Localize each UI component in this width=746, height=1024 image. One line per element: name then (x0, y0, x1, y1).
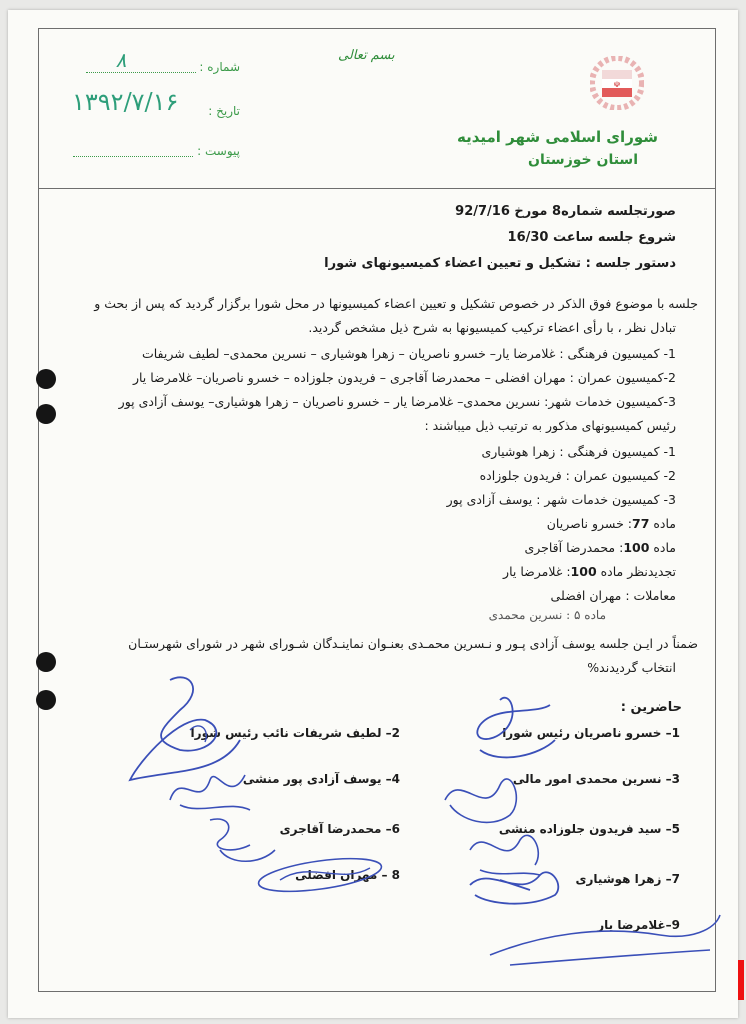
page-frame (38, 28, 716, 992)
chair-1: 1- کمیسیون فرهنگی : زهرا هوشیاری (481, 444, 676, 459)
attendee-9: 9–غلامرضا یار (597, 918, 680, 932)
meeting-agenda: دستور جلسه : تشکیل و تعیین اعضاء کمیسیونهای شورا (324, 256, 676, 271)
attendee-6: 6– محمدرضا آقاجری (279, 822, 400, 836)
commission-3: 3-کمیسیون خدمات شهر: نسرین محمدی– غلامرضا یار – خسرو ناصریان – زهرا هوشیاری– یوسف آزادی پور (118, 394, 676, 409)
attendee-1: 1– خسرو ناصریان رئیس شورا (502, 726, 680, 740)
number-label: شماره : (199, 60, 240, 74)
header-divider (38, 188, 716, 189)
transactions: معاملات : مهران افضلی (550, 588, 676, 603)
intro-line-1: جلسه با موضوع فوق الذکر در خصوص تشکیل و تعیین اعضاء کمیسیونها در محل شورا برگزار گردید که پس از بحث و (94, 296, 698, 311)
binder-hole-icon (36, 690, 56, 710)
svg-text:☫: ☫ (613, 80, 621, 89)
bismillah: بسم تعالی (338, 48, 395, 63)
province-name: استان خوزستان (528, 152, 638, 168)
intro-line-2: تبادل نظر ، با رأی اعضاء ترکیب کمیسیونها به شرح ذیل مشخص گردید. (308, 320, 676, 335)
binder-hole-icon (36, 404, 56, 424)
edge-mark (738, 960, 744, 1000)
attendee-4: 4– یوسف آزادی پور منشی (242, 772, 400, 786)
article-77: ماده 77: خسرو ناصریان (546, 516, 676, 531)
attendee-5: 5– سید فریدون جلوزاده منشی (498, 822, 680, 836)
date-label: تاریخ : (208, 104, 240, 118)
chair-2: 2- کمیسیون عمران : فریدون جلوزاده (479, 468, 676, 483)
chairs-intro: رئیس کمیسیونهای مذکور به ترتیب ذیل میباشند : (424, 418, 676, 433)
date-value: ۱۳۹۲/۷/۱۶ (72, 88, 179, 116)
also-line-1: ضمناً در ایـن جلسه یوسف آزادی پـور و نـسرین محمـدی بعنـوان نماینـدگان شـورای شهر در شورای شهرستـان (128, 636, 698, 651)
number-field (60, 48, 240, 74)
attendee-7: 7– زهرا هوشیاری (575, 872, 680, 886)
attachment-field (60, 144, 240, 158)
commission-1: 1- کمیسیون فرهنگی : غلامرضا یار– خسرو ناصریان – زهرا هوشیاری – نسرین محمدی– لطیف شریفات (141, 346, 676, 361)
meeting-start: شروع جلسه ساعت 16/30 (507, 230, 676, 245)
binder-hole-icon (36, 652, 56, 672)
review-article-100: تجدیدنظر ماده 100: غلامرضا یار (503, 564, 676, 579)
attendee-2: 2– لطیف شریفات نائب رئیس شورا (190, 726, 400, 740)
number-value: ۸ (115, 48, 127, 72)
binder-hole-icon (36, 369, 56, 389)
iran-flag-emblem-icon (590, 56, 644, 110)
handwritten-note: ماده ۵ : نسرین محمدی (488, 608, 606, 622)
article-100: ماده 100: محمدرضا آقاجری (524, 540, 676, 555)
meeting-title: صورتجلسه شماره8 مورخ 92/7/16 (455, 204, 676, 219)
attachment-label: پیوست : (197, 144, 240, 158)
chair-3: 3- کمیسیون خدمات شهر : یوسف آزادی پور (446, 492, 676, 507)
council-name: شورای اسلامی شهر امیدیه (456, 128, 658, 146)
commission-2: 2-کمیسیون عمران : مهران افضلی – محمدرضا آقاجری – فریدون جلوزاده – خسرو ناصریان– غلامرضا یار (132, 370, 676, 385)
also-line-2: انتخاب گردیدند% (587, 660, 676, 675)
attendee-3: 3– نسرین محمدی امور مالی (512, 772, 680, 786)
attendee-8: 8 – مهران افضلی (295, 868, 400, 882)
attendees-heading: حاضرین : (620, 700, 682, 715)
